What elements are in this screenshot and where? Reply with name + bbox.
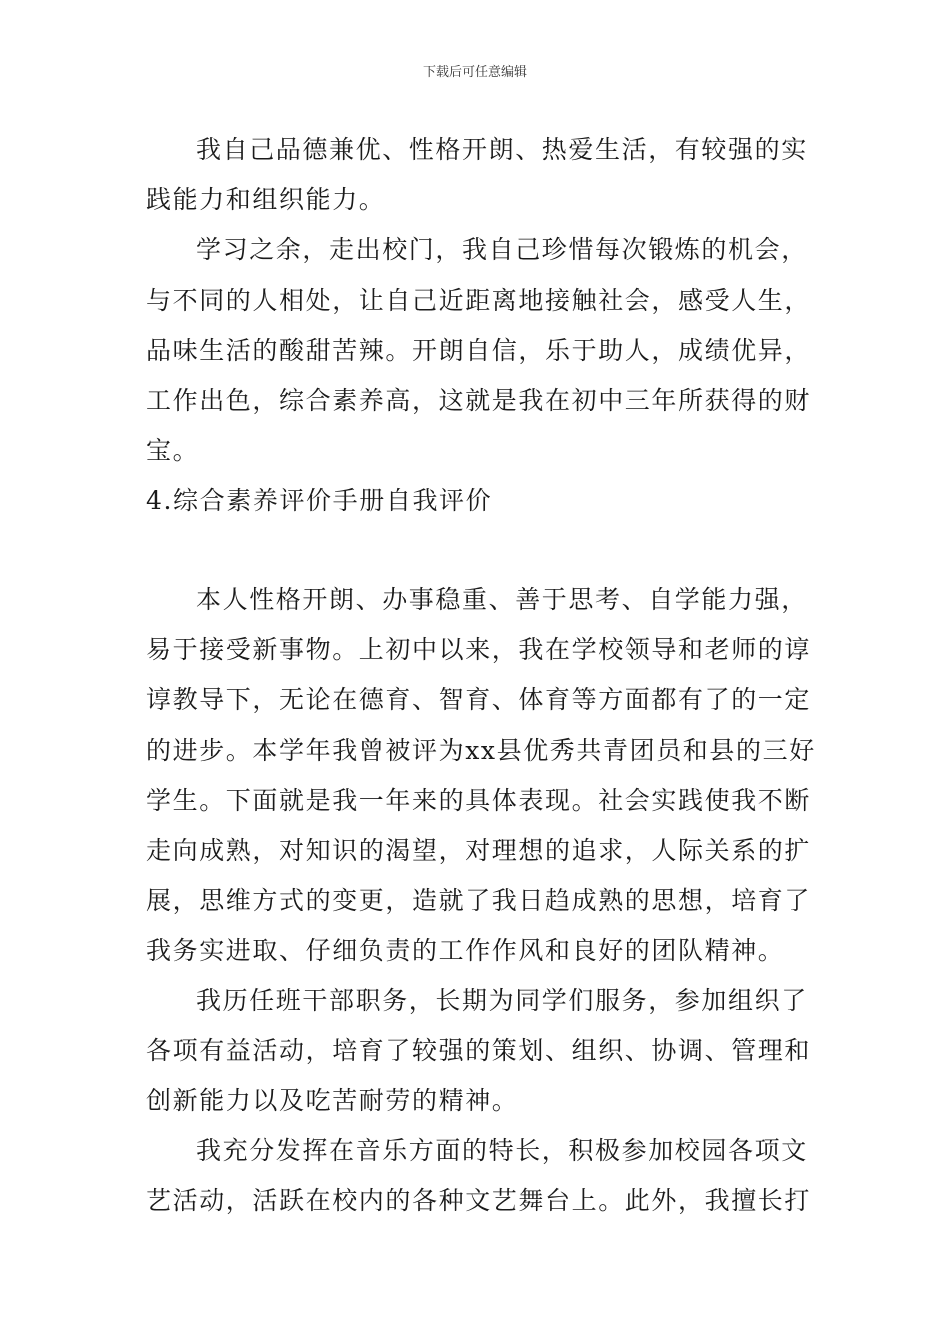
body-text-line: 与不同的人相处，让自己近距离地接触社会，感受人生，	[146, 286, 812, 315]
body-text-line: 学生。下面就是我一年来的具体表现。社会实践使我不断	[146, 786, 812, 815]
body-text-line: 学习之余，走出校门，我自己珍惜每次锻炼的机会，	[196, 235, 808, 264]
body-text-line: 我务实进取、仔细负责的工作作风和良好的团队精神。	[146, 936, 785, 965]
body-text-line: 走向成熟，对知识的渴望，对理想的追求，人际关系的扩	[146, 836, 812, 865]
body-text-line: 谆教导下，无论在德育、智育、体育等方面都有了的一定	[146, 685, 812, 714]
body-text-line: 我历任班干部职务，长期为同学们服务，参加组织了	[196, 986, 808, 1015]
body-text-line: 创新能力以及吃苦耐劳的精神。	[146, 1086, 519, 1115]
body-text-line: 的进步。本学年我曾被评为xx县优秀共青团员和县的三好	[146, 736, 816, 765]
body-text-line: 品味生活的酸甜苦辣。开朗自信，乐于助人，成绩优异，	[146, 336, 812, 365]
body-text-line: 践能力和组织能力。	[146, 185, 386, 214]
body-text-line: 易于接受新事物。上初中以来，我在学校领导和老师的谆	[146, 635, 812, 664]
body-text-line: 我自己品德兼优、性格开朗、热爱生活，有较强的实	[196, 135, 808, 164]
body-text-line: 宝。	[146, 436, 200, 465]
body-text-line: 各项有益活动，培育了较强的策划、组织、协调、管理和	[146, 1036, 812, 1065]
page-header: 下载后可任意编辑	[422, 65, 527, 80]
body-text-line: 工作出色，综合素养高，这就是我在初中三年所获得的财	[146, 386, 812, 415]
body-text-line: 我充分发挥在音乐方面的特长，积极参加校园各项文	[196, 1136, 808, 1165]
body-text-line: 艺活动，活跃在校内的各种文艺舞台上。此外，我擅长打	[146, 1186, 812, 1215]
section-heading: 4.综合素养评价手册自我评价	[146, 486, 493, 515]
body-text-line: 本人性格开朗、办事稳重、善于思考、自学能力强，	[196, 585, 808, 614]
body-text-line: 展，思维方式的变更，造就了我日趋成熟的思想，培育了	[146, 886, 812, 915]
